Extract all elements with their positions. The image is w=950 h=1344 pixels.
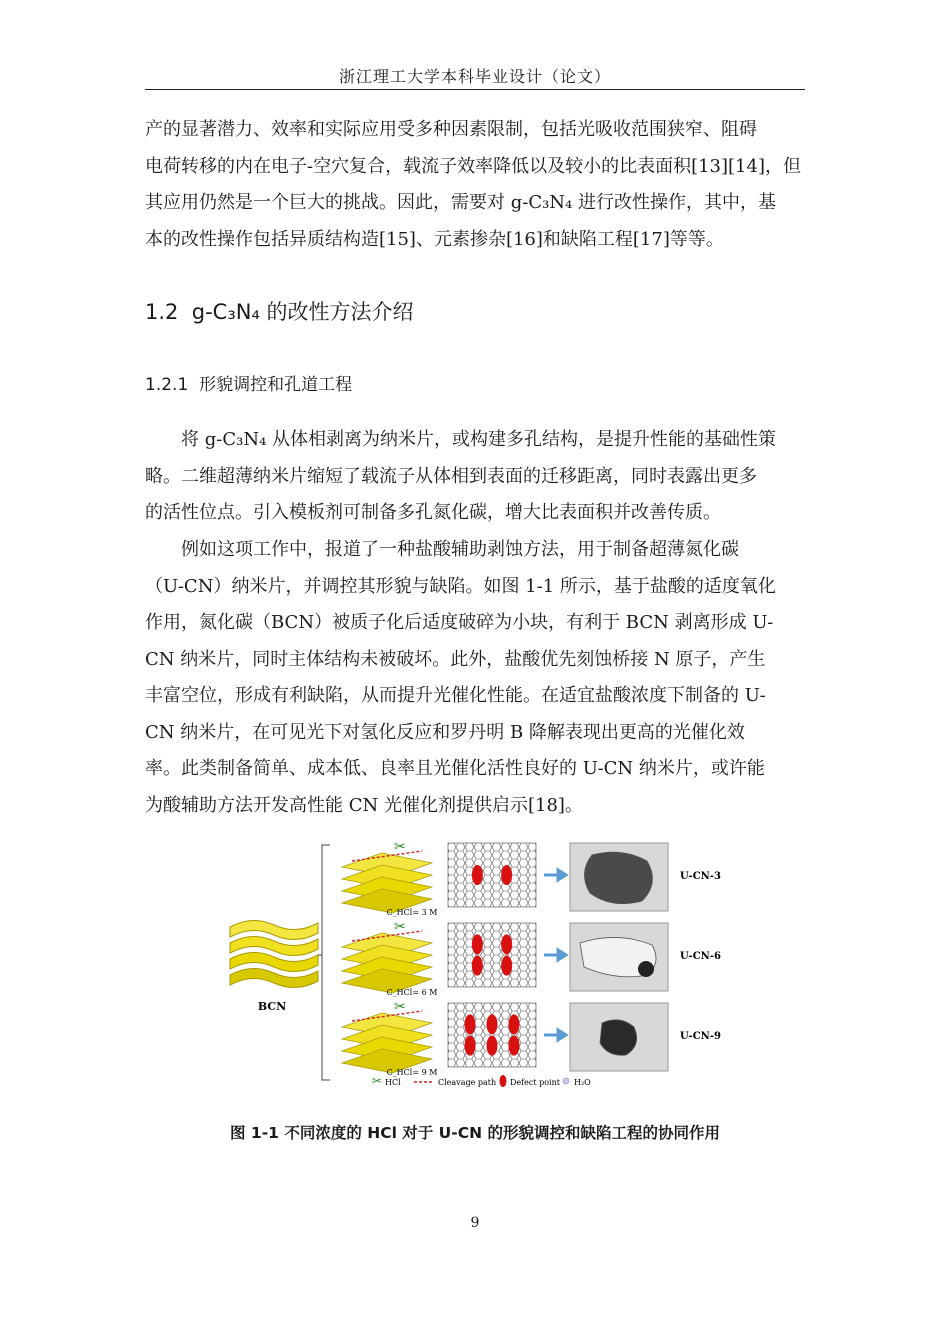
paragraph-line: 率。此类制备简单、成本低、良率且光催化活性良好的 U-CN 纳米片，或许能 [145, 758, 765, 779]
lattice-panel [448, 843, 536, 907]
paragraph-line: CN 纳米片，在可见光下对氢化反应和罗丹明 B 降解表现出更高的光催化效 [145, 721, 745, 743]
arrow-icon [544, 950, 566, 960]
bcn-stack [230, 920, 318, 1013]
paragraph-line: 的活性位点。引入模板剂可制备多孔氮化碳，增大比表面积并改善传质。 [145, 502, 721, 523]
defect-point [501, 934, 512, 954]
figure-row-2 [342, 919, 721, 997]
paragraph-line: CN 纳米片，同时主体结构未被破坏。此外，盐酸优先刻蚀桥接 N 原子，产生 [145, 648, 766, 670]
scissors-icon: ✂ [394, 999, 406, 1015]
defect-point [487, 1014, 498, 1034]
paragraph-line: 本的改性操作包括异质结构造[15]、元素掺杂[16]和缺陷工程[17]等等。 [145, 228, 724, 250]
defect-point [472, 956, 483, 976]
product-label: U-CN-9 [680, 1031, 721, 1042]
section-number: 1.2 [145, 300, 179, 324]
scissors-icon: ✂ [394, 919, 406, 935]
subsection-heading [145, 370, 352, 395]
paragraph-line: 作用，氮化碳（BCN）被质子化后适度破碎为小块，有利于 BCN 剥离形成 U- [145, 612, 774, 633]
concentration-label: C_HCl= 6 M [386, 988, 438, 997]
scissors-icon: ✂ [394, 839, 406, 855]
paragraph-line: 略。二维超薄纳米片缩短了载流子从体相到表面的迁移距离，同时表露出更多 [145, 465, 757, 487]
section-title: g-C₃N₄ 的改性方法介绍 [191, 300, 414, 324]
figure-bracket [318, 845, 330, 1080]
paragraph-1 [145, 112, 805, 258]
defect-point [501, 956, 512, 976]
legend-h2o: H₂O [574, 1078, 591, 1087]
header-rule [145, 89, 805, 90]
paragraph-line: 其应用仍然是一个巨大的挑战。因此，需要对 g-C₃N₄ 进行改性操作，其中，基 [145, 192, 776, 213]
figure-row-1 [342, 839, 721, 917]
concentration-label: C_HCl= 3 M [386, 908, 438, 917]
arrow-icon [544, 870, 566, 880]
figure-illustration [222, 835, 732, 1095]
lattice-panel [448, 1003, 536, 1067]
scissors-icon: ✂ [372, 1074, 383, 1088]
figure-row-3 [342, 999, 721, 1077]
water-molecule-icon [563, 1078, 569, 1084]
defect-point [501, 865, 512, 885]
legend-hcl: HCl [385, 1078, 401, 1087]
paragraph-line: 为酸辅助方法开发高性能 CN 光催化剂提供启示[18]。 [145, 794, 583, 816]
running-header: 浙江理工大学本科毕业设计（论文） [338, 67, 611, 86]
legend-cleavage: Cleavage path [438, 1078, 497, 1087]
legend-defect: Defect point [510, 1078, 560, 1087]
product-label: U-CN-6 [680, 951, 721, 962]
page-number: 9 [470, 1215, 480, 1231]
defect-point [465, 1014, 476, 1034]
subsection-title: 形貌调控和孔道工程 [199, 375, 353, 395]
bcn-label: BCN [257, 1000, 287, 1013]
defect-point [487, 1036, 498, 1056]
paragraph-line: （U-CN）纳米片，并调控其形貌与缺陷。如图 1-1 所示，基于盐酸的适度氧化 [145, 575, 776, 597]
paragraph-2 [145, 422, 805, 532]
defect-point [509, 1014, 520, 1034]
nanosheet-blob [600, 1020, 637, 1055]
concentration-label: C_HCl= 9 M [386, 1068, 438, 1077]
paragraph-line: 电荷转移的内在电子-空穴复合，载流子效率降低以及较小的比表面积[13][14]，但 [145, 155, 801, 177]
defect-point [472, 865, 483, 885]
paragraph-line: 丰富空位，形成有利缺陷，从而提升光催化性能。在适宜盐酸浓度下制备的 U- [145, 685, 766, 706]
particle [638, 961, 654, 977]
defect-point [509, 1036, 520, 1056]
arrow-icon [544, 1030, 566, 1040]
section-heading [145, 296, 414, 326]
subsection-number: 1.2.1 [145, 375, 189, 395]
defect-point-icon [500, 1075, 507, 1087]
defect-point [465, 1036, 476, 1056]
paragraph-3 [145, 532, 805, 824]
paragraph-line: 将 g-C₃N₄ 从体相剥离为纳米片，或构建多孔结构，是提升性能的基础性策 [181, 429, 776, 450]
figure-1-1 [222, 835, 732, 1095]
nanosheet-blob [584, 852, 652, 904]
paragraph-line: 例如这项工作中，报道了一种盐酸辅助剥蚀方法，用于制备超薄氮化碳 [181, 539, 739, 560]
lattice-panel [448, 923, 536, 987]
paragraph-line: 产的显著潜力、效率和实际应用受多种因素限制，包括光吸收范围狭窄、阻碍 [145, 119, 757, 140]
product-label: U-CN-3 [680, 871, 721, 882]
figure-caption: 图 1-1 不同浓度的 HCl 对于 U-CN 的形貌调控和缺陷工程的协同作用 [230, 1124, 720, 1142]
defect-point [472, 934, 483, 954]
